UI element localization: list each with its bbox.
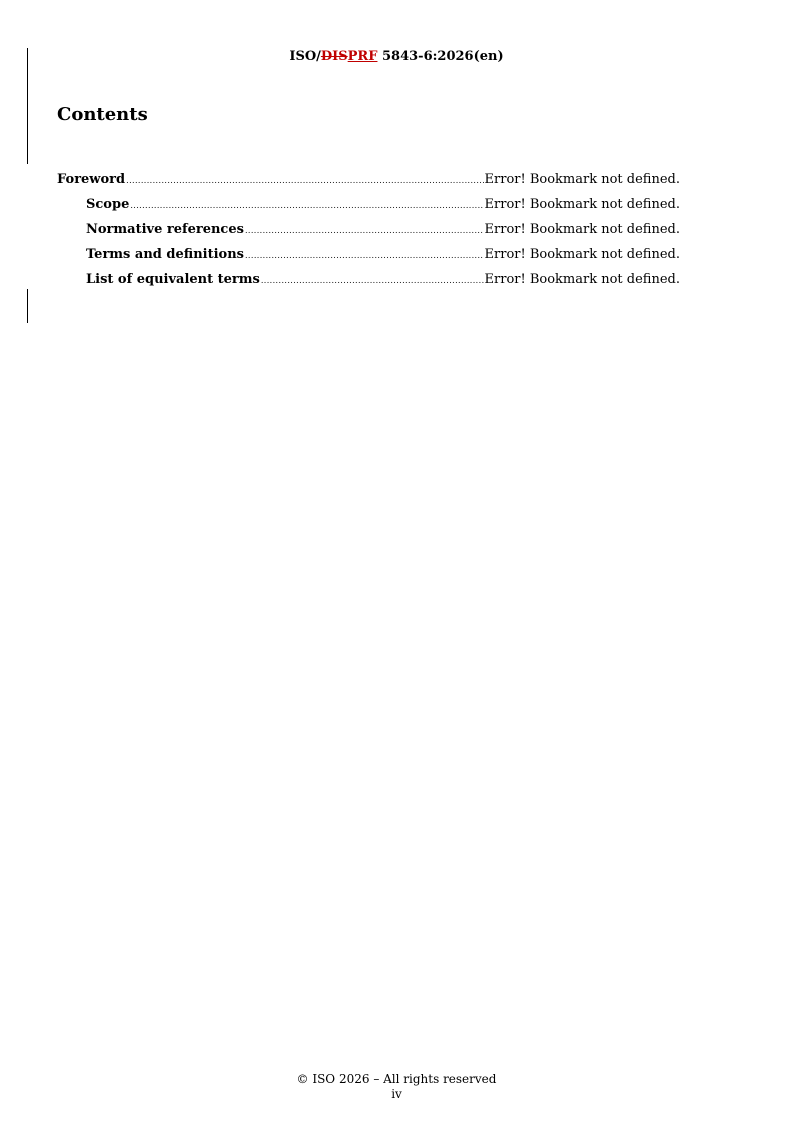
toc-entry-page: Error! Bookmark not defined.: [484, 222, 680, 237]
toc-leader-dots: [245, 226, 484, 235]
toc-entry-foreword[interactable]: [57, 172, 680, 197]
header-suffix: 5843-6:2026(en): [377, 49, 504, 64]
toc-leader-dots: [261, 276, 484, 285]
page-number: iv: [391, 1087, 402, 1101]
toc-entry-scope[interactable]: [57, 197, 680, 222]
table-of-contents: [57, 172, 680, 297]
header-deleted-text: DIS: [320, 49, 348, 64]
copyright-notice: © ISO 2026 – All rights reserved: [296, 1072, 497, 1086]
header-inserted-text: PRF: [347, 49, 378, 64]
revision-change-bar: [27, 48, 28, 164]
toc-entry-label: Terms and definitions: [86, 247, 244, 262]
toc-entry-page: Error! Bookmark not defined.: [484, 247, 680, 262]
page-footer: [0, 1072, 793, 1102]
toc-entry-list-of-equivalent-terms[interactable]: [57, 272, 680, 297]
toc-entry-label: List of equivalent terms: [86, 272, 260, 287]
page-title: Contents: [57, 104, 148, 125]
header-prefix: ISO/: [289, 49, 321, 64]
toc-entry-page: Error! Bookmark not defined.: [484, 172, 680, 187]
toc-leader-dots: [130, 201, 483, 210]
toc-entry-label: Foreword: [57, 172, 126, 187]
toc-leader-dots: [245, 251, 484, 260]
toc-entry-label: Scope: [86, 197, 130, 212]
toc-leader-dots: [126, 176, 483, 185]
revision-change-bar: [27, 289, 28, 323]
document-header: [0, 49, 793, 64]
toc-entry-terms-and-definitions[interactable]: [57, 247, 680, 272]
toc-entry-normative-references[interactable]: [57, 222, 680, 247]
toc-entry-page: Error! Bookmark not defined.: [484, 197, 680, 212]
toc-entry-label: Normative references: [86, 222, 244, 237]
toc-entry-page: Error! Bookmark not defined.: [484, 272, 680, 287]
